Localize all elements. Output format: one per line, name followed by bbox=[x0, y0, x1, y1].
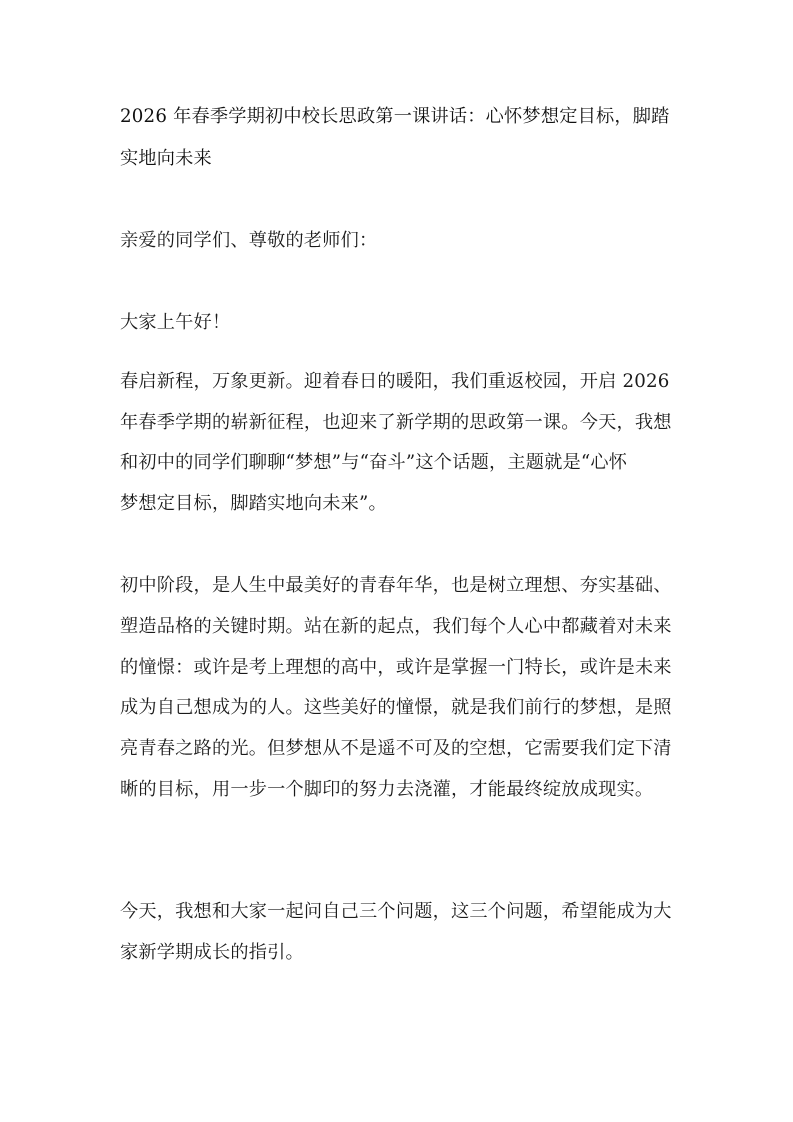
paragraph-1-line-3: 和初中的同学们聊聊“梦想”与“奋斗”这个话题，主题就是“心怀 bbox=[120, 452, 628, 473]
greeting: 大家上午好！ bbox=[120, 312, 231, 333]
paragraph-2-line-3: 的憧憬：或许是考上理想的高中，或许是掌握一门特长，或许是未来 bbox=[120, 657, 672, 678]
paragraph-2-line-5: 亮青春之路的光。但梦想从不是遥不可及的空想，它需要我们定下清 bbox=[120, 738, 672, 759]
paragraph-3-line-2: 家新学期成长的指引。 bbox=[120, 942, 304, 963]
paragraph-2-line-4: 成为自己想成为的人。这些美好的憧憬，就是我们前行的梦想，是照 bbox=[120, 697, 672, 718]
paragraph-2-line-1: 初中阶段，是人生中最美好的青春年华，也是树立理想、夯实基础、 bbox=[120, 575, 672, 596]
paragraph-2-line-6: 晰的目标，用一步一个脚印的努力去浇灌，才能最终绽放成现实。 bbox=[120, 779, 654, 800]
salutation: 亲爱的同学们、尊敬的老师们： bbox=[120, 230, 378, 251]
paragraph-1-line-4: 梦想定目标，脚踏实地向未来”。 bbox=[120, 493, 387, 514]
paragraph-1-line-1: 春启新程，万象更新。迎着春日的暖阳，我们重返校园，开启 2026 bbox=[120, 371, 670, 392]
document-title-line-2: 实地向未来 bbox=[120, 148, 212, 169]
paragraph-3-line-1: 今天，我想和大家一起问自己三个问题，这三个问题，希望能成为大 bbox=[120, 901, 672, 922]
paragraph-1-line-2: 年春季学期的崭新征程，也迎来了新学期的思政第一课。今天，我想 bbox=[120, 412, 672, 433]
paragraph-2-line-2: 塑造品格的关键时期。站在新的起点，我们每个人心中都藏着对未来 bbox=[120, 616, 672, 637]
document-title-line-1: 2026 年春季学期初中校长思政第一课讲话：心怀梦想定目标，脚踏 bbox=[120, 106, 670, 127]
